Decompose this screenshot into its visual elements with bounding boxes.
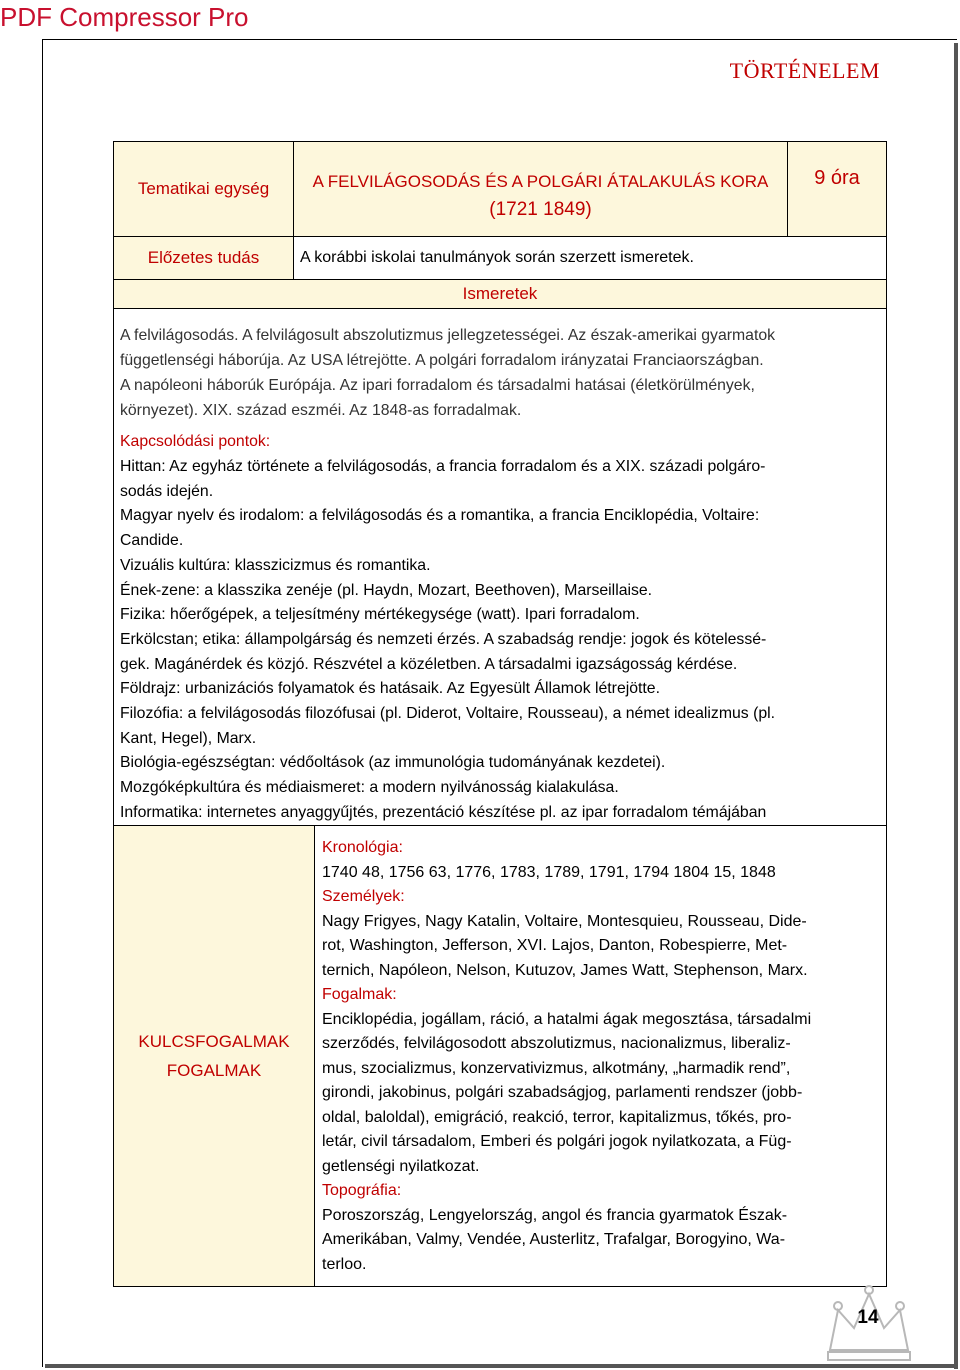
topografia-line: terloo. bbox=[322, 1255, 367, 1273]
connection-line: Hittan: Az egyház története a felvilágosodás, a francia forradalom és a XIX. századi polgáro- bbox=[120, 458, 766, 475]
connection-line: Biológia-egészségtan: védőoltások (az immunológia tudományának kezdetei). bbox=[120, 754, 666, 772]
kronologia-text: 1740 48, 1756 63, 1776, 1783, 1789, 1791, 1794 1804 15, 1848 bbox=[322, 863, 776, 881]
ismeretek-text bbox=[120, 323, 880, 423]
page-frame-shadow-right bbox=[954, 43, 958, 1369]
kapcsolodasi-pontok-label: Kapcsolódási pontok: bbox=[120, 433, 271, 450]
connection-line: Fizika: hőerőgépek, a teljesítmény mértékegysége (watt). Ipari forradalom. bbox=[120, 606, 640, 624]
kulcsfogalmak-label-cell bbox=[113, 825, 315, 1287]
connection-line: sodás idején. bbox=[120, 482, 214, 500]
elozetes-tudas-label: Előzetes tudás bbox=[113, 236, 294, 280]
page-frame-shadow-bottom bbox=[45, 1364, 958, 1368]
szemelyek-line: rot, Washington, Jefferson, XVI. Lajos, Danton, Robespierre, Met- bbox=[322, 937, 788, 954]
ismeretek-line: A felvilágosodás. A felvilágosult abszolutizmus jellegzetességei. Az észak-amerikai gyarmatok bbox=[120, 327, 776, 344]
connection-line: Ének-zene: a klasszika zenéje (pl. Haydn, Mozart, Beethoven), Marseillaise. bbox=[120, 581, 653, 599]
page-frame-top bbox=[42, 39, 957, 40]
connection-line: Candide. bbox=[120, 532, 184, 550]
kulcsfogalmak-label: KULCSFOGALMAK bbox=[138, 1032, 290, 1051]
kapcsolodasi-pontok-text bbox=[120, 455, 880, 826]
fogalmak-line: oldal, baloldal), emigráció, reakció, terror, kapitalizmus, tőkés, pro- bbox=[322, 1108, 792, 1126]
unit-title-line2: (1721 1849) bbox=[489, 199, 592, 220]
ismeretek-line: környezet). XIX. század eszméi. Az 1848-as forradalmak. bbox=[120, 402, 522, 419]
topografia-line: Amerikában, Valmy, Vendée, Austerlitz, Trafalgar, Borogyino, Wa- bbox=[322, 1231, 786, 1248]
unit-title-cell bbox=[293, 141, 788, 237]
connection-line: Földrajz: urbanizációs folyamatok és hatásaik. Az Egyesült Államok létrejötte. bbox=[120, 680, 660, 698]
hours-value: 9 óra bbox=[814, 167, 860, 189]
connection-line: Informatika: internetes anyaggyűjtés, prezentáció készítése pl. az ipar forradalom témájában bbox=[120, 803, 767, 821]
tematikai-egyseg-label: Tematikai egység bbox=[113, 141, 294, 237]
connection-line: Mozgóképkultúra és médiaismeret: a modern nyilvánosság kialakulása. bbox=[120, 779, 619, 797]
ismeretek-label: Ismeretek bbox=[113, 279, 887, 309]
kronologia-label: Kronológia: bbox=[322, 839, 403, 856]
subject-title: TÖRTÉNELEM bbox=[729, 58, 880, 83]
connection-line: Filozófia: a felvilágosodás filozófusai (pl. Diderot, Voltaire, Rousseau), a német idealizmus (pl. bbox=[120, 705, 776, 723]
fogalmak-line: letár, civil társadalom, Emberi és polgári jogok nyilatkozata, a Füg- bbox=[322, 1133, 792, 1150]
fogalmak-label: FOGALMAK bbox=[166, 1061, 262, 1080]
ismeretek-line: függetlenségi háborúja. Az USA létrejötte. A polgári forradalom irányzatai Franciaországban. bbox=[120, 352, 764, 369]
szemelyek-label: Személyek: bbox=[322, 888, 405, 905]
kulcsfogalmak-content bbox=[314, 825, 887, 1287]
hours-cell bbox=[787, 141, 887, 237]
connection-line: Erkölcstan; etika: állampolgárság és nemzeti érzés. A szabadság rendje: jogok és kötelessé- bbox=[120, 630, 767, 648]
fogalmak-line: getlenségi nyilatkozat. bbox=[322, 1157, 480, 1175]
fogalmak-line: mus, szocializmus, konzervativizmus, alkotmány, „harmadik rend”, bbox=[322, 1059, 791, 1077]
elozetes-tudas-text: A korábbi iskolai tanulmányok során szerzett ismeretek. bbox=[293, 236, 887, 280]
unit-title-line1: A FELVILÁGOSODÁS ÉS A POLGÁRI ÁTALAKULÁS KORA bbox=[312, 172, 769, 191]
connection-line: Magyar nyelv és irodalom: a felvilágosodás és a romantika, a francia Enciklopédia, Voltaire: bbox=[120, 507, 760, 525]
szemelyek-line: ternich, Napóleon, Nelson, Kutuzov, James Watt, Stephenson, Marx. bbox=[322, 961, 808, 979]
topografia-label: Topográfia: bbox=[322, 1182, 402, 1199]
fogalmak-line: Enciklopédia, jogállam, ráció, a hatalmi ágak megosztása, társadalmi bbox=[322, 1010, 812, 1028]
szemelyek-line: Nagy Frigyes, Nagy Katalin, Voltaire, Montesquieu, Rousseau, Dide- bbox=[322, 912, 807, 930]
content-cell bbox=[113, 308, 887, 826]
connection-line: gek. Magánérdek és közjó. Részvétel a közéletben. A társadalmi igazságosság kérdése. bbox=[120, 655, 738, 673]
watermark-text: PDF Compressor Pro bbox=[0, 2, 249, 32]
ismeretek-line: A napóleoni háborúk Európája. Az ipari forradalom és társadalmi hatásai (életkörülmények, bbox=[120, 377, 755, 394]
fogalmak-line: szerződés, felvilágosodott abszolutizmus, nacionalizmus, liberaliz- bbox=[322, 1035, 791, 1052]
topografia-line: Poroszország, Lengyelország, angol és francia gyarmatok Észak- bbox=[322, 1206, 788, 1224]
connection-line: Kant, Hegel), Marx. bbox=[120, 729, 257, 747]
fogalmak-heading: Fogalmak: bbox=[322, 986, 397, 1003]
connection-line: Vizuális kultúra: klasszicizmus és romantika. bbox=[120, 556, 431, 574]
page-number: 14 bbox=[857, 1307, 879, 1328]
fogalmak-line: girondi, jakobinus, polgári szabadságjog, parlamenti rendszer (jobb- bbox=[322, 1084, 803, 1101]
page-frame-left bbox=[42, 39, 43, 1367]
